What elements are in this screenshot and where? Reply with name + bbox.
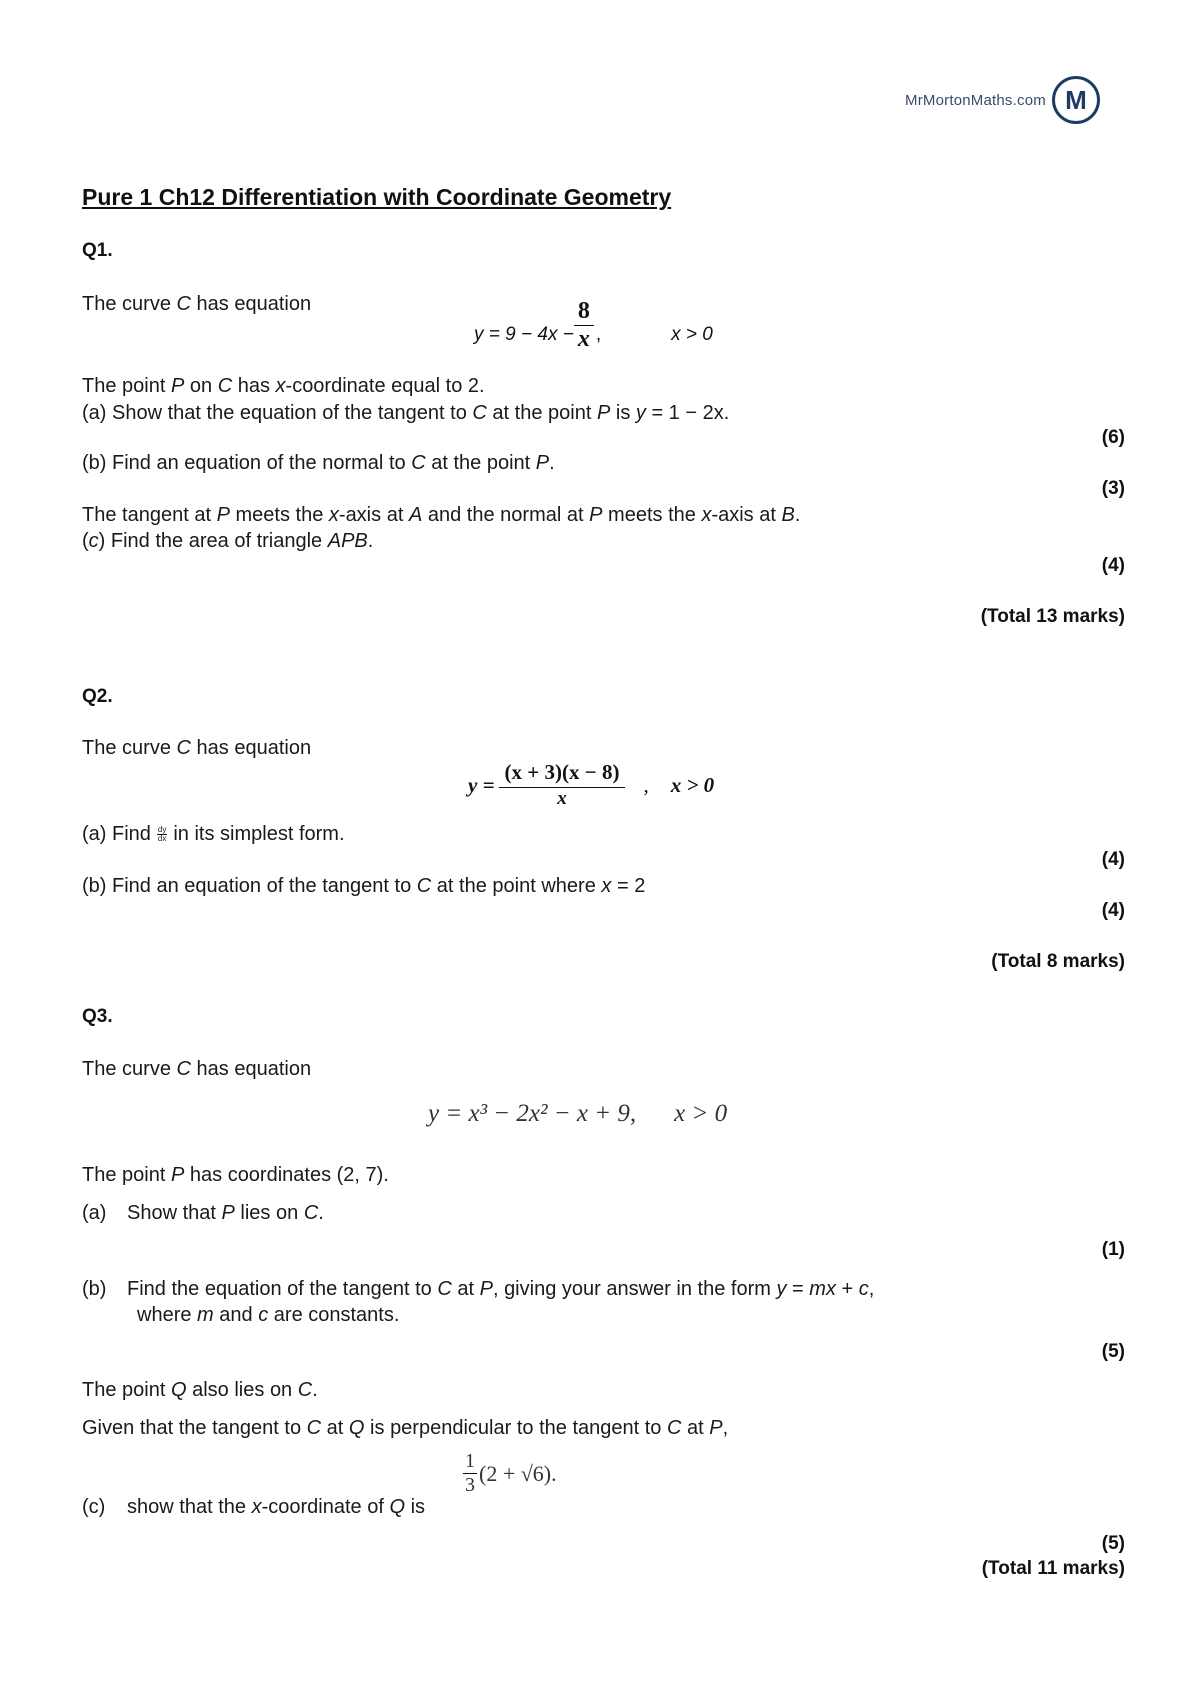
q2-equation [468,760,714,810]
q1-intro: The curve C has equation [82,293,312,315]
q3-eq-cond: x > 0 [674,1100,728,1127]
q1-eq-cond: x > 0 [671,323,713,345]
q2-label: Q2. [82,686,113,707]
q3-total: (Total 11 marks) [981,1558,1125,1579]
q2-eq-fraction [499,760,626,810]
q1-eq-num: 8 [574,298,594,326]
q1-b-marks: (3) [1101,478,1125,499]
q3-a-text: Show that P lies on C. [127,1202,324,1224]
q3-c-num: 1 [465,1450,475,1472]
q3-c-expr: (2 + √6). [479,1460,557,1486]
q3-b-text-2: where m and c are constants. [137,1304,400,1326]
q1-part-b: (b) Find an equation of the normal to C at the point P. [82,452,555,474]
q2-eq-comma: , [643,772,649,797]
q3-b-marks: (5) [1101,1341,1125,1362]
q2-intro: The curve C has equation [82,737,312,759]
q3-c-expression [463,1450,557,1497]
q3-p2: The point Q also lies on C. [82,1379,318,1401]
q1-c-marks: (4) [1101,555,1125,576]
q3-part-a [82,1201,324,1225]
q1-eq-fraction [574,298,594,353]
q3-a-label: (a) [82,1202,107,1224]
q2-part-a [82,822,345,846]
q1-label: Q1. [82,240,113,261]
q1-eq-lhs: y = 9 − 4x − [474,323,574,345]
q2-a-pre: (a) Find [82,823,151,845]
q2-eq-y: y = [468,772,495,797]
q3-equation [428,1100,727,1128]
q3-part-b [82,1277,875,1301]
site-logo [905,76,1100,124]
logo-icon [1052,76,1100,124]
q2-a-dy: dy [157,824,167,834]
q3-p1: The point P has coordinates (2, 7). [82,1164,389,1186]
q3-c-fraction [463,1450,477,1497]
q3-a-marks: (1) [1101,1239,1125,1260]
q3-label: Q3. [82,1006,113,1027]
q3-intro: The curve C has equation [82,1058,312,1080]
q2-a-dydx [157,826,167,843]
q1-equation [474,298,713,353]
q2-a-dx: dx [157,833,167,843]
logo-text: MrMortonMaths.com [905,91,1046,109]
page-title: Pure 1 Ch12 Differentiation with Coordinate Geometry [82,184,672,210]
q2-b-marks: (4) [1101,900,1125,921]
q1-eq-den: x [577,326,590,352]
logo-letter: M [1065,84,1087,115]
q2-part-b: (b) Find an equation of the tangent to C at the point where x = 2 [82,875,646,897]
q3-c-den: 3 [465,1474,475,1496]
q1-total: (Total 13 marks) [980,606,1125,627]
q3-eq: y = x³ − 2x² − x + 9, [428,1100,637,1127]
q2-eq-cond: x > 0 [670,772,715,797]
q3-p3: Given that the tangent to C at Q is perpendicular to the tangent to C at P, [82,1417,729,1439]
q3-c-label: (c) [82,1496,106,1518]
q3-c-text: show that the x-coordinate of Q is [127,1496,426,1518]
q1-p2: The tangent at P meets the x-axis at A and the normal at P meets the x-axis at B. [82,504,801,526]
q3-b-text-1: Find the equation of the tangent to C at P, giving your answer in the form y = mx + c, [127,1278,875,1300]
q2-eq-num: (x + 3)(x − 8) [499,760,626,788]
q3-c-marks: (5) [1101,1533,1125,1554]
q1-eq-comma: , [595,323,602,345]
q1-p1: The point P on C has x-coordinate equal to 2. [82,375,485,397]
q2-a-post: in its simplest form. [173,823,345,845]
q3-part-c [82,1495,426,1519]
q1-part-c: (c) Find the area of triangle APB. [82,530,374,552]
q1-part-a: (a) Show that the equation of the tangent to C at the point P is y = 1 − 2x. [82,402,730,424]
q2-total: (Total 8 marks) [991,951,1125,972]
q1-a-marks: (6) [1101,427,1125,448]
q2-eq-den: x [557,788,567,809]
q2-a-marks: (4) [1101,849,1125,870]
q3-b-label: (b) [82,1278,107,1300]
